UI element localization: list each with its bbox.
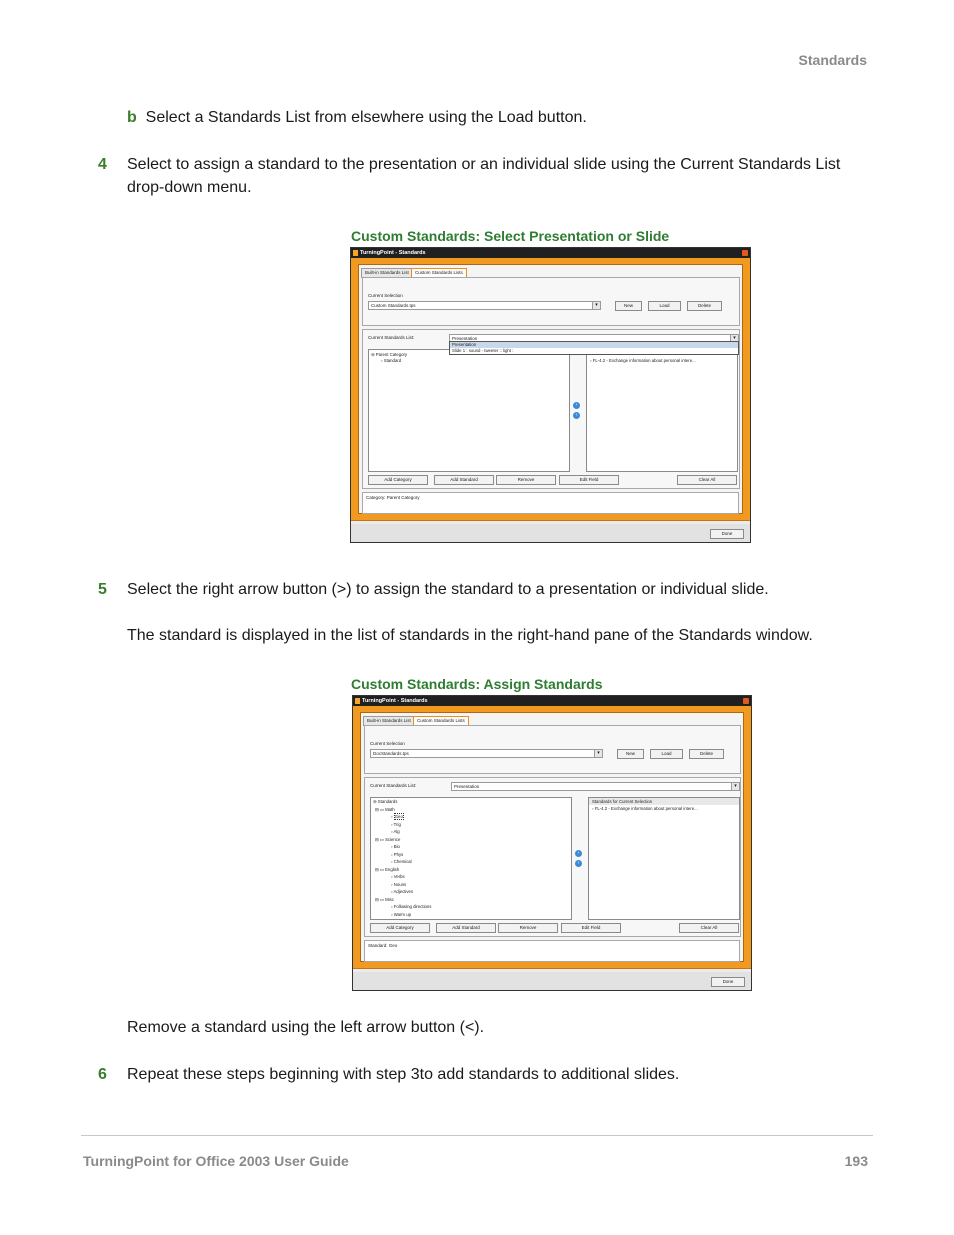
- window-title-bar: [353, 696, 751, 706]
- tree-item-phys[interactable]: ▫ Phys: [391, 851, 404, 857]
- dropdown-options-list[interactable]: [449, 341, 739, 355]
- edit-field-button[interactable]: Edit Field: [559, 475, 619, 485]
- step-4-number: 4: [98, 156, 107, 173]
- load-button[interactable]: Load: [648, 301, 681, 311]
- left-arrow-icon[interactable]: ‹: [575, 860, 582, 867]
- tab-custom-standards[interactable]: Custom Standards Lists: [411, 268, 467, 278]
- right-arrow-icon[interactable]: ›: [575, 850, 582, 857]
- tree-label: Parent Category: [375, 352, 408, 357]
- standards-list-group: [362, 329, 740, 489]
- right-arrow-icon[interactable]: ›: [573, 402, 580, 409]
- figure-2-standards-window: [352, 695, 752, 991]
- current-selection-group: [362, 277, 740, 326]
- current-selection-label: Current Selection: [370, 741, 405, 746]
- done-button[interactable]: Done: [710, 529, 744, 539]
- current-selection-dropdown[interactable]: [370, 749, 603, 758]
- current-standards-list-dropdown[interactable]: [451, 782, 740, 791]
- step-b-text: Select a Standards List from elsewhere using the Load button.: [145, 109, 587, 126]
- step-4-text: [127, 153, 867, 199]
- tab-built-in-standards[interactable]: Built-in Standards List: [363, 716, 415, 726]
- tree-label: Phys: [393, 851, 404, 857]
- step-4-line2: drop-down menu.: [127, 179, 252, 196]
- category-tree-pane[interactable]: [370, 797, 572, 920]
- add-standard-button[interactable]: Add Standard: [436, 923, 496, 933]
- status-field: Standard: Geo: [364, 940, 740, 962]
- add-category-button[interactable]: Add Category: [368, 475, 428, 485]
- step-b: [127, 106, 587, 129]
- tree-label-selected: Geo: [394, 814, 403, 819]
- step-5-text: Select the right arrow button (>) to assign the standard to a presentation or individual slide.: [127, 581, 769, 598]
- current-standards-list-label: Current Standards List:: [368, 335, 415, 340]
- window-content: [360, 712, 744, 962]
- edit-field-button[interactable]: Edit Field: [561, 923, 621, 933]
- footer-title: TurningPoint for Office 2003 User Guide: [83, 1153, 349, 1169]
- current-standards-list-value: Presentation: [452, 336, 478, 341]
- figure-2-caption: Custom Standards: Assign Standards: [351, 676, 603, 692]
- remove-note: Remove a standard using the left arrow button (<).: [127, 1019, 485, 1036]
- window-bottom-bar: [351, 524, 750, 542]
- assigned-standard-item[interactable]: ▫ FL-4.2 - Exchange information about personal intere...: [592, 806, 698, 811]
- tree-label: Trig: [393, 821, 401, 827]
- window-bottom-bar: [353, 972, 751, 990]
- step-6-text: Repeat these steps beginning with step 3to add standards to additional slides.: [127, 1066, 680, 1083]
- tree-label: Misc: [385, 896, 394, 902]
- current-selection-group: [364, 725, 741, 774]
- tree-item-geo[interactable]: ▫ Geo: [391, 814, 403, 819]
- page-number: 193: [844, 1153, 868, 1169]
- window-frame: [351, 258, 750, 521]
- tree-item-alg[interactable]: ▫ Alg: [391, 829, 400, 834]
- tree-item-misc[interactable]: ⊟ ▭ Misc: [375, 896, 394, 902]
- dropdown-option-slide-1[interactable]: Slide 1 : sound - tweeter :: light :: [452, 348, 514, 353]
- tree-item-english[interactable]: ⊟ ▭ English: [375, 866, 400, 872]
- tree-label: Bio: [393, 844, 400, 849]
- tree-item-adjectives[interactable]: ▫ Adjectives: [391, 889, 414, 894]
- close-icon[interactable]: [742, 250, 748, 256]
- tree-item-standard[interactable]: ▫ Standard: [381, 358, 402, 363]
- tree-item-parent-category[interactable]: ⊖ Parent Category: [371, 352, 408, 357]
- tree-item-chemical[interactable]: ▫ Chemical: [391, 859, 412, 864]
- tree-item-warm-up[interactable]: ▫ Warm up: [391, 911, 411, 917]
- new-button[interactable]: New: [615, 301, 642, 311]
- assigned-standard-item[interactable]: ▫ FL-4.2 - Exchange information about personal intere...: [590, 358, 696, 363]
- current-standards-list-label: Current Standards List:: [370, 783, 417, 788]
- chevron-down-icon: ▾: [731, 783, 739, 790]
- tree-item-verbs[interactable]: ▫ Verbs: [391, 874, 405, 879]
- tree-item-trig[interactable]: ▫ Trig: [391, 821, 401, 827]
- tree-label: Adjectives: [393, 889, 414, 894]
- step-5-note: The standard is displayed in the list of standards in the right-hand pane of the Standards window.: [127, 627, 813, 644]
- app-icon: [353, 250, 358, 256]
- tab-custom-standards[interactable]: Custom Standards Lists: [413, 716, 469, 726]
- close-icon[interactable]: [743, 698, 749, 704]
- tree-label: Alg: [393, 829, 400, 834]
- assigned-standards-pane[interactable]: [586, 349, 738, 472]
- tree-item-science[interactable]: ⊟ ▭ Science: [375, 836, 401, 842]
- assigned-standard-label: FL-4.2 - Exchange information about personal intere...: [592, 358, 696, 363]
- delete-button[interactable]: Delete: [689, 749, 724, 759]
- current-standards-list-value: Presentation: [454, 784, 480, 789]
- tree-item-standards[interactable]: ⊖ Standards: [373, 799, 398, 804]
- delete-button[interactable]: Delete: [687, 301, 722, 311]
- step-6-number: 6: [98, 1066, 107, 1083]
- chevron-down-icon: ▾: [594, 750, 602, 757]
- tree-label: Science: [385, 836, 401, 842]
- window-frame: [353, 706, 751, 969]
- done-button[interactable]: Done: [711, 977, 745, 987]
- tree-item-math[interactable]: ⊟ ▭ Math: [375, 806, 395, 812]
- left-arrow-icon[interactable]: ‹: [573, 412, 580, 419]
- current-selection-label: Current Selection: [368, 293, 403, 298]
- assigned-standards-header: Standards for Current Selection: [589, 798, 739, 805]
- remove-button[interactable]: Remove: [496, 475, 556, 485]
- app-icon: [355, 698, 360, 704]
- window-title-bar: [351, 248, 750, 258]
- tree-label: English: [385, 866, 400, 872]
- category-tree-pane[interactable]: [368, 349, 570, 472]
- tree-label: Standard: [383, 358, 402, 363]
- clear-all-button[interactable]: Clear All: [677, 475, 737, 485]
- tree-label: Warm up: [393, 911, 411, 917]
- add-standard-button[interactable]: Add Standard: [434, 475, 494, 485]
- remove-button[interactable]: Remove: [498, 923, 558, 933]
- tree-label: Verbs: [393, 874, 405, 879]
- window-content: [358, 264, 743, 514]
- window-title: TurningPoint - Standards: [360, 250, 426, 256]
- window-title: TurningPoint - Standards: [362, 698, 428, 704]
- assigned-standard-label: FL-4.2 - Exchange information about personal intere...: [594, 806, 698, 811]
- footer-rule: [81, 1135, 873, 1136]
- status-field: Category: Parent Category: [362, 492, 739, 514]
- add-category-button[interactable]: Add Category: [370, 923, 430, 933]
- clear-all-button[interactable]: Clear All: [679, 923, 739, 933]
- tree-label: Chemical: [393, 859, 412, 864]
- chevron-down-icon: ▾: [592, 302, 600, 309]
- current-selection-value: DocStandards.tps: [373, 751, 409, 756]
- assigned-standards-pane[interactable]: [588, 797, 740, 920]
- standards-list-group: [364, 777, 741, 937]
- figure-1-caption: Custom Standards: Select Presentation or Slide: [351, 228, 670, 244]
- dropdown-option-presentation[interactable]: Presentation: [450, 342, 738, 348]
- figure-1-standards-window: [350, 247, 751, 543]
- current-selection-dropdown[interactable]: [368, 301, 601, 310]
- chevron-down-icon: ▾: [730, 335, 738, 342]
- step-b-letter: b: [127, 109, 137, 126]
- tree-label: Following directions: [393, 904, 432, 909]
- tree-item-nouns[interactable]: ▫ Nouns: [391, 881, 407, 887]
- tree-item-bio[interactable]: ▫ Bio: [391, 844, 400, 849]
- tree-label: Standards: [377, 799, 398, 804]
- tree-label: Math: [385, 806, 395, 812]
- step-4-line1: Select to assign a standard to the presentation or an individual slide using the Current Standards List: [127, 156, 841, 173]
- tree-label: Nouns: [393, 881, 407, 887]
- tree-item-following-directions[interactable]: ▫ Following directions: [391, 904, 432, 909]
- tab-built-in-standards[interactable]: Built-in Standards List: [361, 268, 413, 278]
- load-button[interactable]: Load: [650, 749, 683, 759]
- running-header: Standards: [798, 52, 867, 68]
- step-5-number: 5: [98, 581, 107, 598]
- new-button[interactable]: New: [617, 749, 644, 759]
- current-selection-value: Custom Standards.tps: [371, 303, 416, 308]
